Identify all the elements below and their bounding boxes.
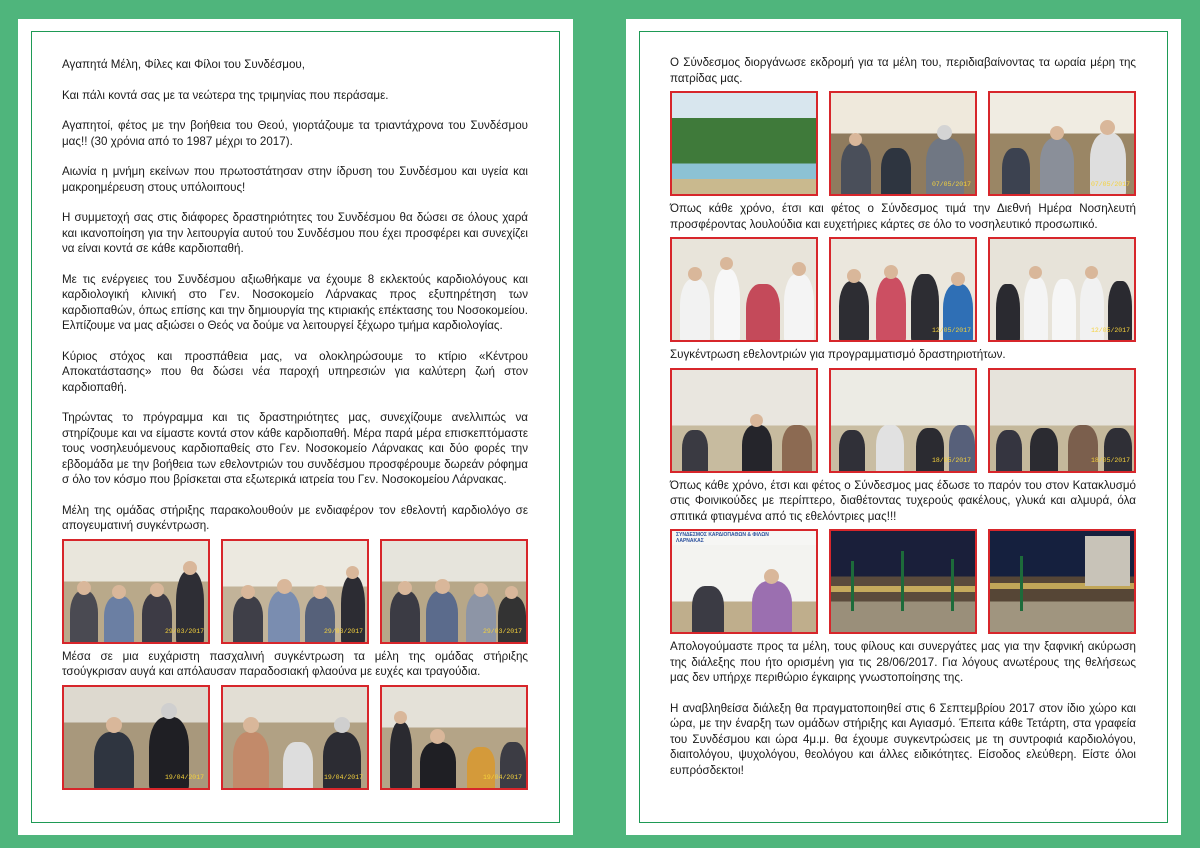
kataklysmos-photos	[670, 529, 1136, 634]
photo-date: 18/05/2017	[1090, 457, 1130, 464]
photo-date: 29/03/2017	[164, 628, 204, 635]
support-group-caption: Μέλη της ομάδας στήριξης παρακολουθούν με ενδιαφέρον τον εθελοντή καρδιολόγο σε απογευματινή συγκέντρωση.	[62, 503, 528, 532]
anniversary-paragraph: Αγαπητοί, φέτος με την βοήθεια του Θεού, γιορτάζουμε τα τριαντάχρονα του Συνδέσμου μας!! (30 χρόνια από το 1987 μέχρι το 2017).	[62, 119, 528, 148]
program-paragraph: Τηρώντας το πρόγραμμα και τις δραστηριότητες μας, συνεχίζουμε ανελλιπώς να στηρίζουμε και να είμαστε κοντά στον κάθε καρδιοπαθή. Μέρα παρά μέρα επισκεπτόμαστε τους νοσηλευόμενους καρδιοπαθείς στο Γεν. Νοσοκομείο Λάρνακας και δύο φορές την εβδομάδα με την βοήθεια των εθελοντριών του συνδέσμου προσφέρουμε δωρεάν ρόφημα σ όλο τον κόσμο που βρίσκεται στα εξωτερικά ιατρεία του Γεν. Νοσοκομείου Λάρνακας.	[62, 411, 528, 486]
right-page	[626, 19, 1181, 835]
kataklysmos-caption: Όπως κάθε χρόνο, έτσι και φέτος ο Σύνδεσμος μας έδωσε το παρόν του στον Κατακλυσμό στις Φοινικούδες με περίπτερο, διαθέτοντας τυχερούς φακέλους, γλυκά και αλμυρά, όλα σπιτικά φτιαγμένα από τις εθελόντριες μας!!!	[670, 478, 1136, 523]
photo-support-2	[221, 539, 369, 644]
easter-caption: Μέσα σε μια ευχάριστη πασχαλινή συγκέντρωση τα μέλη της ομάδας στήριξης τσούγκρισαν αυγά και απόλαυσαν παραδοσιακή φλαούνα με ευχές και τραγούδια.	[62, 649, 528, 678]
cardiologists-paragraph: Με τις ενέργειες του Συνδέσμου αξιωθήκαμε να έχουμε 8 εκλεκτούς καρδιολόγους και καρδιολογική κλινική στο Γεν. Νοσοκομείο Λάρνακας προς εξυπηρέτηση των καρδιοπαθών, όπως επίσης και την δημιουργία της κτιριακής επέκτασης του Νοσοκομείου. Ελπίζουμε να μας αξιώσει ο Θεός να δούμε να λειτουργεί ξέχωρο τμήμα καρδιολογίας.	[62, 272, 528, 332]
volunteers-caption: Συγκέντρωση εθελοντριών για προγραμματισμό δραστηριοτήτων.	[670, 348, 1006, 361]
photo-nurses-2	[829, 237, 977, 342]
nurses-day-caption: Όπως κάθε χρόνο, έτσι και φέτος ο Σύνδεσμος τιμά την Διεθνή Ημέρα Νοσηλευτή προσφέροντας λουλούδια και ευχετήριες κάρτες σε όλο το νοσηλευτικό προσωπικό.	[670, 202, 1136, 231]
photo-excursion-garden	[670, 91, 818, 196]
lecture-paragraph: Η αναβληθείσα διάλεξη θα πραγματοποιηθεί στις 6 Σεπτεμβρίου 2017 στον ίδιο χώρο και ώρα, με την έναρξη των ομάδων στήριξης και Αγιασμό. Έπειτα κάθε Τετάρτη, στα γραφεία του Συνδέσμου και ώρα 4μ.μ. θα έχουμε συγκεντρώσεις με τη συντροφιά καρδιολόγου, διαιτολόγου, ψυχολόγου, θεολόγου και άλλες ειδικότητες. Είσοδος ελεύθερη. Είστε όλοι ευπρόσδεκτοι!	[670, 701, 1136, 777]
easter-photos	[62, 685, 528, 790]
excursion-photos	[670, 91, 1136, 196]
photo-support-3	[380, 539, 528, 644]
photo-support-1	[62, 539, 210, 644]
photo-date: 29/03/2017	[482, 628, 522, 635]
photo-date: 07/05/2017	[1090, 180, 1130, 188]
photo-date: 12/05/2017	[1090, 326, 1130, 334]
photo-excursion-tables	[829, 91, 977, 196]
booth-banner: ΣΥΝΔΕΣΜΟΣ ΚΑΡΔΙΟΠΑΘΩΝ & ΦΙΛΩΝ ΛΑΡΝΑΚΑΣ	[676, 532, 769, 544]
right-content	[670, 55, 1136, 778]
photo-nurses-3	[988, 237, 1136, 342]
left-content	[62, 57, 528, 795]
excursion-caption: Ο Σύνδεσμος διοργάνωσε εκδρομή για τα μέλη του, περιδιαβαίνοντας τα ωραία μέρη της πατρίδας μας.	[670, 56, 1136, 85]
photo-kataklysmos-night-1	[829, 529, 977, 634]
volunteers-photos	[670, 368, 1136, 473]
photo-easter-3	[380, 685, 528, 790]
photo-date: 07/05/2017	[931, 180, 971, 188]
photo-date: 29/03/2017	[323, 628, 363, 635]
intro-paragraph: Και πάλι κοντά σας με τα νεώτερα της τριμηνίας που περάσαμε.	[62, 88, 389, 102]
photo-excursion-hall	[988, 91, 1136, 196]
greeting: Αγαπητά Μέλη, Φίλες και Φίλοι του Συνδέσμου,	[62, 58, 305, 71]
rehab-center-paragraph: Κύριος στόχος και προσπάθεια μας, να ολοκληρώσουμε το κτίριο «Κέντρου Αποκατάστασης» που θα δώσει νέα παροχή υπηρεσιών για καλύτερη ζωή στον καρδιοπαθή.	[62, 349, 528, 394]
left-page	[18, 19, 573, 835]
photo-easter-1	[62, 685, 210, 790]
photo-volunteers-2	[829, 368, 977, 473]
photo-easter-2	[221, 685, 369, 790]
photo-date: 19/04/2017	[482, 774, 522, 781]
participation-paragraph: Η συμμετοχή σας στις διάφορες δραστηριότητες του Συνδέσμου θα δώσει σε όλους χαρά και ικανοποίηση για την λειτουργία αυτού του Συνδέσμου που έχει προσφέρει και συνεχίζει να είναι κοντά σε κάθε καρδιοπαθή.	[62, 211, 528, 255]
nurses-day-photos	[670, 237, 1136, 342]
photo-date: 19/04/2017	[164, 774, 204, 781]
apology-paragraph: Απολογούμαστε προς τα μέλη, τους φίλους και συνεργάτες μας για την ξαφνική ακύρωση της διάλεξης που ήτο ορισμένη για τις 28/06/2017. Για λόγους ανωτέρους της θελήσεως μας δεν υπήρχε περιθώριο έγκαιρης γνωστοποίησης της.	[670, 640, 1136, 684]
photo-volunteers-1	[670, 368, 818, 473]
memory-paragraph: Αιωνία η μνήμη εκείνων που πρωτοστάτησαν στην ίδρυση του Συνδέσμου και υγεία και μακροημέρευση στους υπόλοιπους!	[62, 165, 528, 194]
photo-nurses-1	[670, 237, 818, 342]
photo-volunteers-3	[988, 368, 1136, 473]
photo-kataklysmos-night-2	[988, 529, 1136, 634]
photo-kataklysmos-booth	[670, 529, 818, 634]
photo-date: 12/05/2017	[931, 326, 971, 334]
support-group-photos	[62, 539, 528, 644]
photo-date: 19/04/2017	[323, 774, 363, 781]
photo-date: 18/05/2017	[931, 457, 971, 464]
